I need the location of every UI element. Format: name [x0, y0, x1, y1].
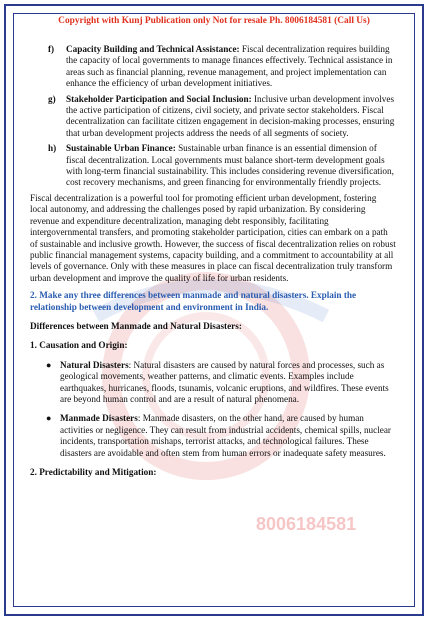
- list-item-body: [66, 94, 396, 140]
- list-item-text: Fiscal decentralization requires building the capacity of local governments to manage finances effectively. Technical assistance in areas such as financial planning, revenue management, and project implementation can enhance the efficiency of urban development initiatives.: [66, 44, 393, 89]
- bullet-text: : Manmade disasters, on the other hand, are caused by human activities or negligence. They can result from industrial accidents, chemical spills, nuclear incidents, transportation mishaps, terrorist attacks, and technological failures. These disasters are avoidable and often stem from human errors or inadequate safety measures.: [60, 413, 391, 458]
- list-item-title: Sustainable Urban Finance:: [66, 143, 176, 154]
- list-item-marker: h): [48, 143, 57, 154]
- list-item-text: Inclusive urban development involves the active participation of citizens, civil society, and private sector stakeholders. Fiscal decentralization can facilitate citizen engagement in decision-making processes, ensuring that urban development projects address the needs of all segments of society.: [66, 93, 395, 138]
- bullet-dot-icon: ●: [46, 413, 52, 424]
- list-item-body: [66, 143, 396, 189]
- list-item-text: Sustainable urban finance is an essential dimension of fiscal decentralization. Local governments must balance short-term development goals with long-term financial sustainability. This includes considering revenue diversification, cost recovery mechanisms, and green financing for environmentally friendly projects.: [66, 143, 394, 188]
- list-item-title: Stakeholder Participation and Social Inclusion:: [66, 93, 252, 104]
- bullet-body: [60, 360, 396, 406]
- document-page: [4, 4, 424, 616]
- bullet-title: Manmade Disasters: [60, 413, 138, 424]
- list-item: [30, 44, 396, 90]
- bullet-list: [30, 360, 396, 459]
- list-item: [30, 94, 396, 140]
- copyright-header: Copyright with Kunj Publication only Not for resale Ph. 8006184581 (Call Us): [58, 16, 370, 26]
- bullet-body: [60, 413, 396, 459]
- document-body: [30, 44, 396, 486]
- bullet-dot-icon: ●: [46, 359, 52, 370]
- list-item-title: Capacity Building and Technical Assistance:: [66, 44, 240, 54]
- bullet-item: [30, 360, 396, 406]
- bullet-item: [30, 413, 396, 459]
- list-item-marker: f): [48, 44, 55, 54]
- list-item-body: [66, 44, 396, 90]
- conclusion-paragraph: Fiscal decentralization is a powerful tool for promoting efficient urban development, fostering local autonomy, and addressing the challenges posed by rapid urbanization. By considering revenue and expenditure decentralization, managing debt responsibly, facilitating intergovernmental transfers, and promoting stakeholder participation, cities can embark on a path of sustainable and inclusive growth. However, the success of fiscal decentralization relies on robust public financial management systems, capacity building, and a commitment to accountability at all levels of governance. Only with these measures in place can fiscal decentralization truly transform urban development and improve the quality of life for urban residents.: [30, 192, 396, 283]
- subheading-causation: 1. Causation and Origin:: [30, 340, 128, 351]
- lettered-list: [30, 44, 396, 189]
- question-heading: 2. Make any three differences between manmade and natural disasters. Explain the relationship between development and environment in India.: [30, 290, 357, 312]
- list-item: [30, 143, 396, 189]
- bullet-text: : Natural disasters are caused by natural forces and processes, such as geological movements, weather patterns, and climatic events. Examples include earthquakes, hurricanes, floods, tsunamis, volcanic eruptions, and wildfires. These events are beyond human control and are a result of natural phenomena.: [60, 359, 389, 404]
- bullet-title: Natural Disasters: [60, 359, 129, 370]
- subheading-predictability: 2. Predictability and Mitigation:: [30, 467, 157, 477]
- list-item-marker: g): [48, 93, 56, 104]
- section-title: Differences between Manmade and Natural Disasters:: [30, 320, 242, 331]
- watermark-phone: 8006184581: [256, 514, 357, 534]
